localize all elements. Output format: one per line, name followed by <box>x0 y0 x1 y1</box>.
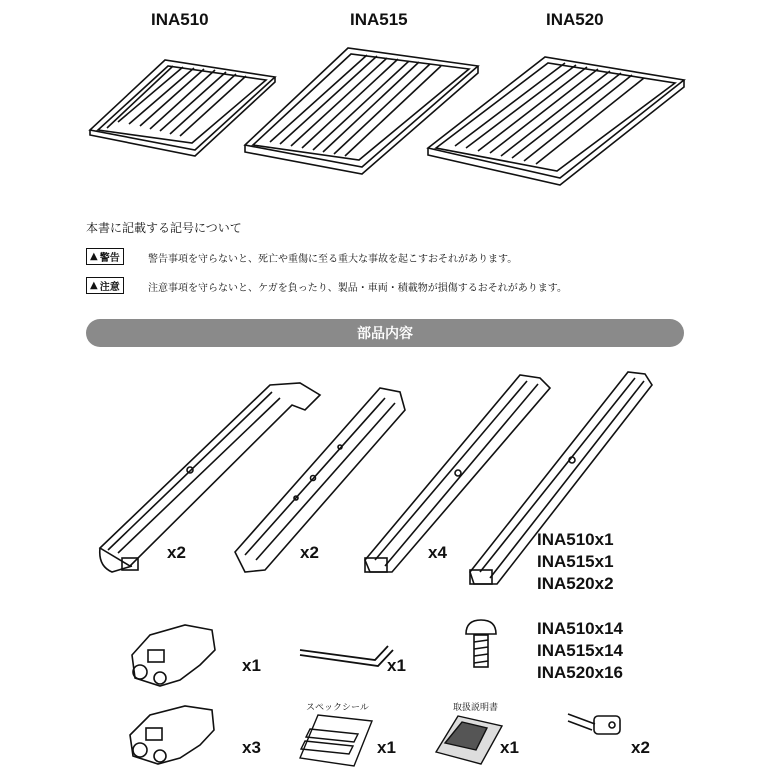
key-qty: x2 <box>631 738 650 757</box>
model-title-520: INA520 <box>546 10 604 29</box>
front-rail-qty: x2 <box>167 543 186 562</box>
bolt-variant-520: INA520x16 <box>537 663 624 682</box>
manual-qty: x1 <box>500 738 519 757</box>
caution-badge-label: 注意 <box>99 282 120 293</box>
crossbar-slat-qty: x4 <box>428 543 447 562</box>
warning-badge-label: 警告 <box>99 253 120 264</box>
slat-variant-520: INA520x2 <box>537 574 614 593</box>
bolt-variant-515: INA515x14 <box>537 641 624 660</box>
warning-triangle-icon: ▲ <box>90 251 98 262</box>
caution-text: 注意事項を守らないと、ケガを負ったり、製品・車両・積載物が損傷するおそれがあります。 <box>148 283 567 294</box>
model-title-515: INA515 <box>350 10 408 29</box>
mount-bracket-b-qty: x3 <box>242 738 261 757</box>
allen-wrench-qty: x1 <box>387 656 406 675</box>
mount-bracket-a-qty: x1 <box>242 656 261 675</box>
spec-sticker-label: スペックシール <box>306 703 369 713</box>
parts-banner: 部品内容 <box>86 319 684 347</box>
slat-variant-515: INA515x1 <box>537 552 614 571</box>
bolt-variant-510: INA510x14 <box>537 619 624 638</box>
manual-label: 取扱説明書 <box>453 703 499 713</box>
slat-variant-510: INA510x1 <box>537 530 614 549</box>
caution-triangle-icon: ▲ <box>90 280 98 291</box>
warning-text: 警告事項を守らないと、死亡や重傷に至る重大な事故を起こすおそれがあります。 <box>148 254 518 265</box>
symbol-intro-heading: 本書に記載する記号について <box>86 221 242 235</box>
model-title-510: INA510 <box>151 10 209 29</box>
spec-sticker-qty: x1 <box>377 738 396 757</box>
side-rail-qty: x2 <box>300 543 319 562</box>
